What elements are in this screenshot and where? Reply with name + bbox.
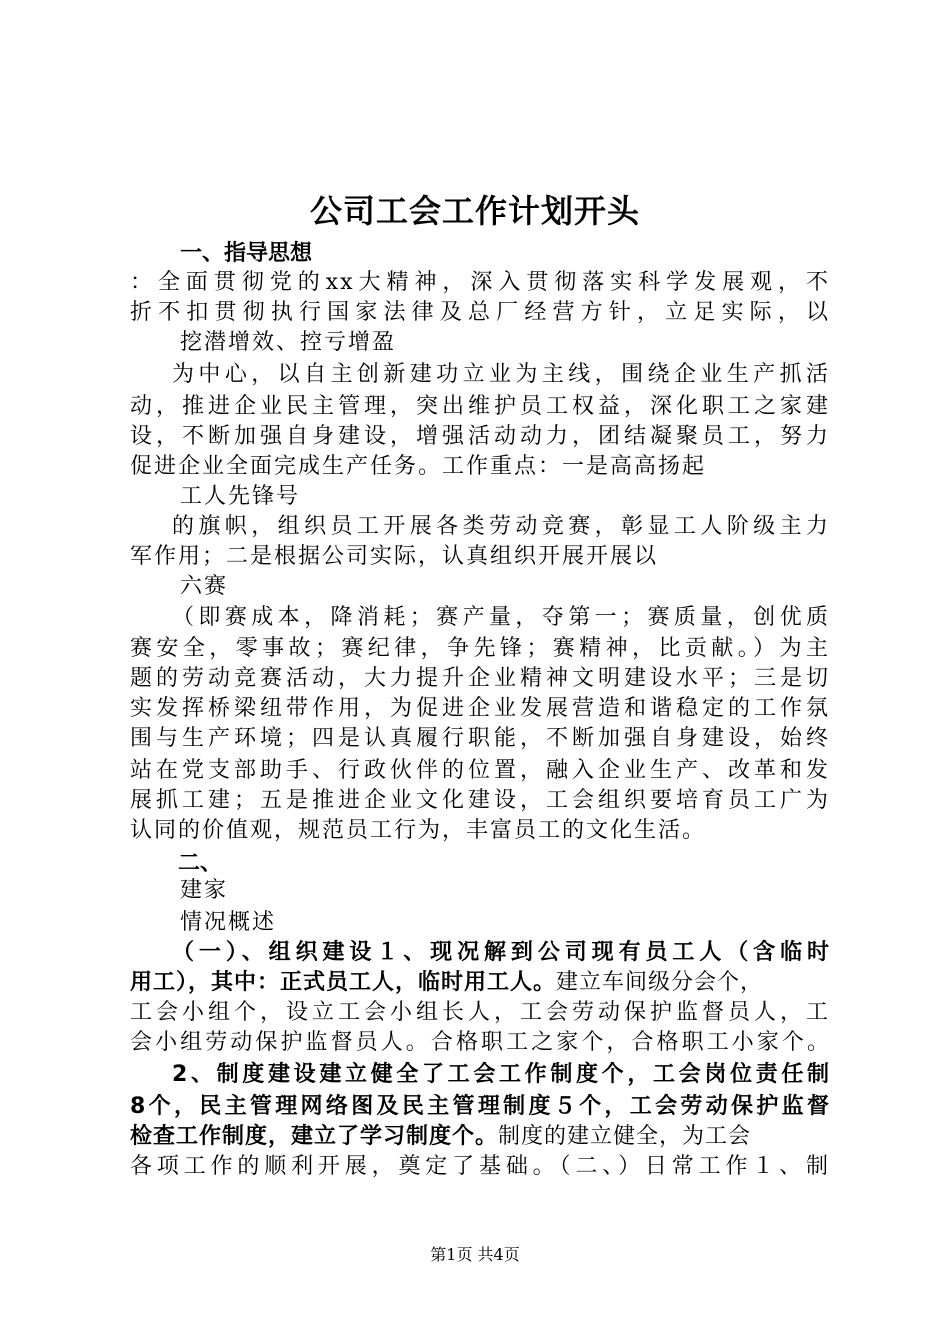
text-line: 工会小组个，设立工会小组长人，工会劳动保护监督员人，工 [130,1000,830,1025]
text-line-bold: 检查工作制度，建立了学习制度个。 [130,1124,499,1149]
document-title: 公司工会工作计划开头 [309,192,640,230]
text-line: 实发挥桥梁纽带作用，为促进企业发展营造和谐稳定的工作氛 [130,696,830,721]
heading-guiding-thought: 一、指导思想 [180,241,313,266]
text-line: ：全面贯彻党的xx大精神，深入贯彻落实科学发展观，不 [130,270,830,295]
text-line: 挖潜增效、控亏增盈 [180,330,397,355]
text-line: （一）、组织建设１、现况解到公司现有员工人（含临时 [172,940,830,965]
text-line: 建家 [180,878,229,903]
text-line: 赛安全，零事故；赛纪律，争先锋；赛精神，比贡献。）为主 [130,636,830,661]
text-line: 的旗帜，组织员工开展各类劳动竞赛，彰显工人阶级主力 [172,514,830,539]
text-line: 展抓工建；五是推进企业文化建设，工会组织要培育员工广为 [130,788,830,813]
text-line: 8个，民主管理网络图及民主管理制度５个，工会劳动保护监督 [130,1094,830,1119]
text-line: （即赛成本，降消耗；赛产量，夺第一；赛质量，创优质 [172,605,830,630]
text-line: 军作用；二是根据公司实际，认真组织开展开展以 [130,544,659,569]
heading-section-two: 二、 [178,851,223,876]
text-line: 为中心，以自主创新建功立业为主线，围绕企业生产抓活 [172,362,830,387]
text-line: 围与生产环境；四是认真履行职能，不断加强自身建设，始终 [130,726,830,751]
text-line [130,968,830,998]
page-footer: 第1页 共4页 [430,1245,520,1264]
text-line: 促进企业全面完成生产任务。工作重点：一是高高扬起 [130,454,707,479]
text-line [130,1122,830,1152]
text-line: 六赛 [180,574,229,599]
text-line: 各项工作的顺利开展，奠定了基础。（二、）日常工作１、制 [130,1154,830,1179]
text-line: 2、制度建设建立健全了工会工作制度个，工会岗位责任制 [172,1062,830,1087]
text-line: 情况概述 [180,910,277,935]
text-line-bold: 用工），其中：正式员工人，临时用工人。 [130,970,557,995]
text-line: 站在党支部助手、行政伙伴的位置，融入企业生产、改革和发 [130,758,830,783]
text-line: 工人先锋号 [180,484,301,509]
text-line-regular: 建立车间级分会个， [556,970,764,995]
text-line-regular: 制度的建立健全，为工会 [498,1124,752,1149]
text-line: 设，不断加强自身建设，增强活动动力，团结凝聚员工，努力 [130,424,830,449]
text-line: 折不扣贯彻执行国家法律及总厂经营方针，立足实际，以 [130,300,830,325]
text-line: 题的劳动竞赛活动，大力提升企业精神文明建设水平；三是切 [130,666,830,691]
text-line: 认同的价值观，规范员工行为，丰富员工的文化生活。 [130,818,707,843]
text-line: 动，推进企业民主管理，突出维护员工权益，深化职工之家建 [130,394,830,419]
text-line: 会小组劳动保护监督员人。合格职工之家个，合格职工小家个。 [130,1030,830,1055]
